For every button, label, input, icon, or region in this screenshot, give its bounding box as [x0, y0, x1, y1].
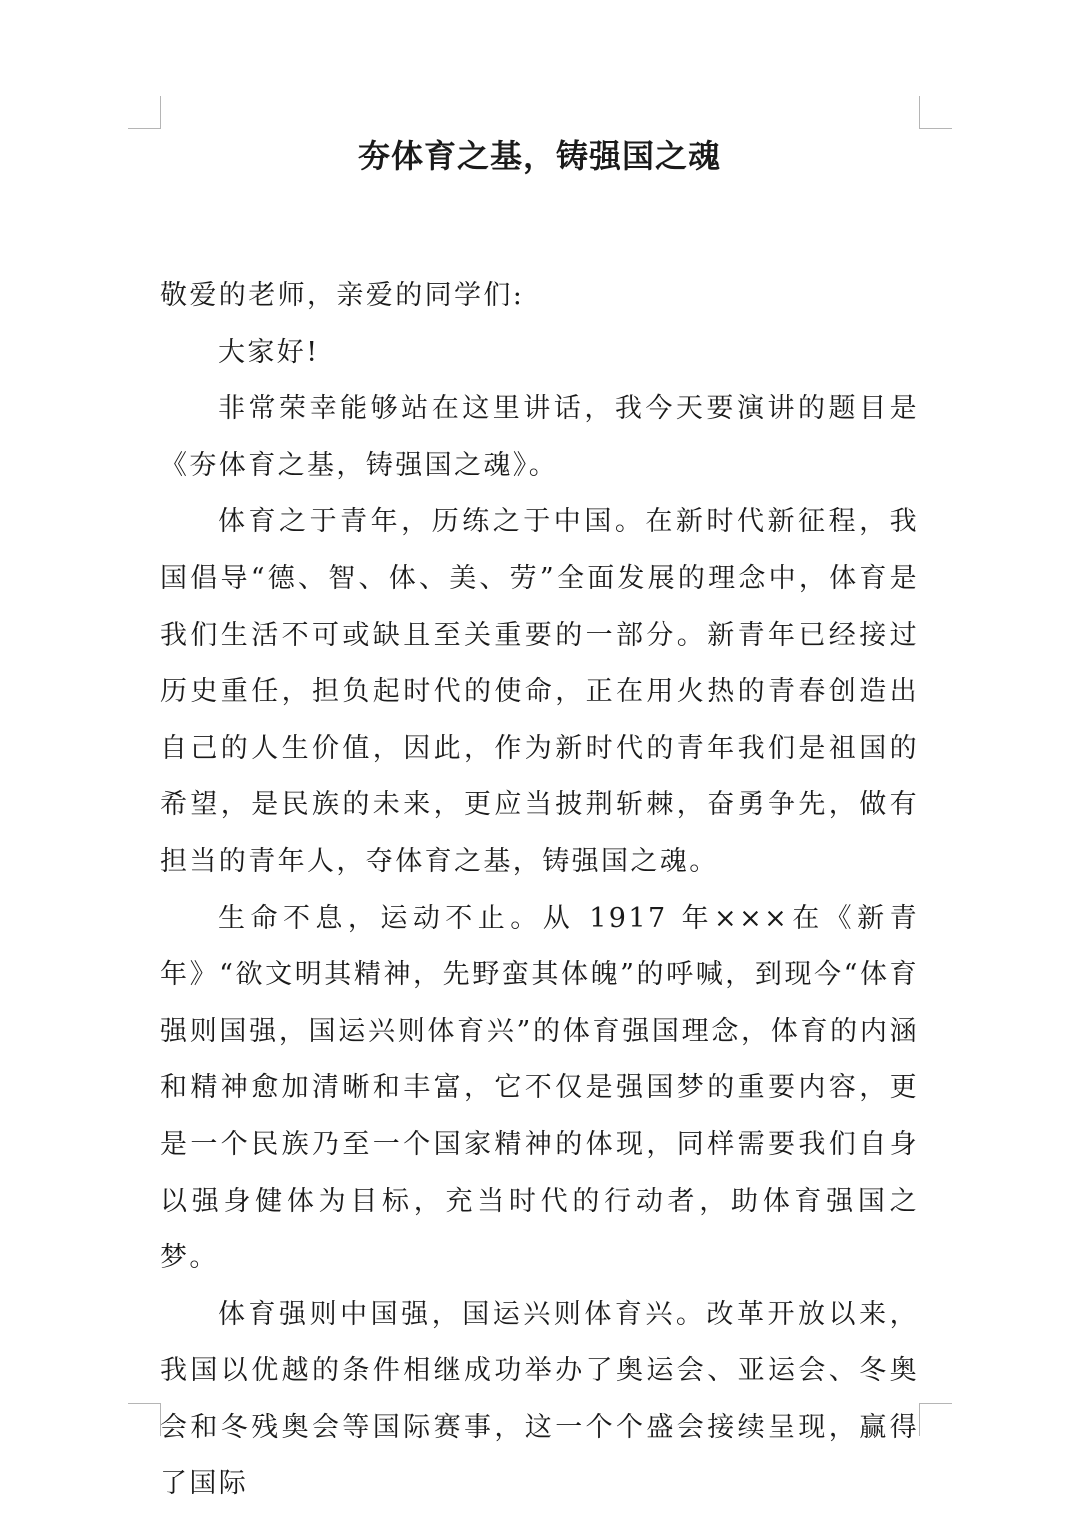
paragraph-history: 生命不息，运动不止。从 1917 年×××在《新青年》“欲文明其精神，先野蛮其体魄”的呼喊，到现今“体育强则国强，国运兴则体育兴”的体育强国理念，体育的内涵和精神愈加清晰和丰富，它不仅是强国梦的重要内容，更是一个民族乃至一个国家精神的体现，同样需要我们自身以强身健体为目标，充当时代的行动者，助体育强国之梦。	[160, 902, 919, 1274]
paragraph-reform: 体育强则中国强，国运兴则体育兴。改革开放以来，我国以优越的条件相继成功举办了奥运会、亚运会、冬奥会和冬残奥会等国际赛事，这一个个盛会接续呈现，赢得了国际	[160, 1298, 919, 1500]
page-corner-mark-bottom-left	[128, 1403, 161, 1436]
page-corner-mark-bottom-right	[919, 1403, 952, 1436]
paragraph-greeting: 大家好!	[218, 336, 320, 368]
salutation: 敬爱的老师，亲爱的同学们:	[160, 280, 525, 311]
page-corner-mark-top-right	[919, 96, 952, 129]
paragraph-intro: 非常荣幸能够站在这里讲话，我今天要演讲的题目是《夯体育之基，铸强国之魂》。	[160, 393, 919, 481]
paragraph-youth: 体育之于青年，历练之于中国。在新时代新征程，我国倡导“德、智、体、美、劳”全面发展的理念中，体育是我们生活不可或缺且至关重要的一部分。新青年已经接过历史重任，担负起时代的使命，正在用火热的青春创造出自己的人生价值，因此，作为新时代的青年我们是祖国的希望，是民族的未来，更应当披荆斩棘，奋勇争先，做有担当的青年人，夺体育之基，铸强国之魂。	[160, 506, 919, 877]
document-body	[160, 268, 919, 1513]
page-corner-mark-top-left	[128, 96, 161, 129]
document-title: 夯体育之基，铸强国之魂	[357, 137, 721, 175]
